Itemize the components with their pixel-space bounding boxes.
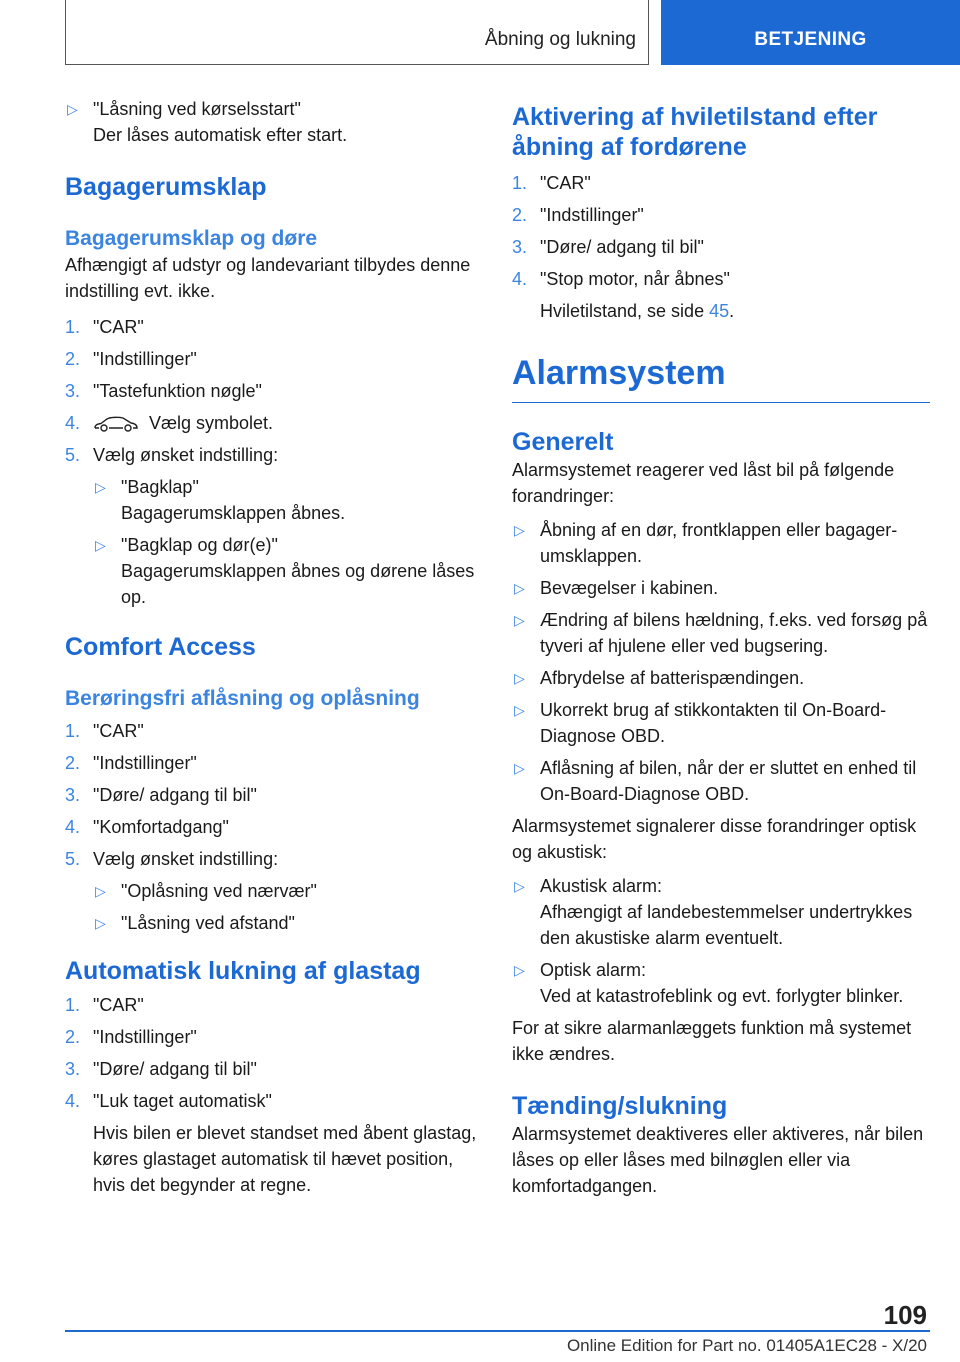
step-number: 1. [65,995,81,1015]
list-item [65,846,483,872]
list-item [512,517,930,569]
subsection-heading: Bagagerumsklap og døre [65,227,318,250]
option-label: "Bagklap" [121,477,199,497]
step-number: 1. [65,317,81,337]
step-text: "Komfortadgang" [93,817,229,837]
list-item [93,532,483,610]
subsection-heading: Berøringsfri aflåsning og oplåsning [65,687,420,710]
step-number: 2. [65,1027,81,1047]
step-text: "Indstillinger" [93,753,197,773]
option-label: "Låsning ved kørselsstart" [93,99,301,119]
roof-steps [65,992,483,1114]
list-item [65,1056,483,1082]
triangle-bullet-icon: ▷ [67,101,78,117]
list-item [65,1024,483,1050]
step-text: "Luk taget automatisk" [93,1091,272,1111]
standby-steps [512,170,930,292]
signal-desc: Ved at katastrofeblink og evt. forlygter blinker. [540,986,904,1006]
alarm-signals [512,873,930,1009]
list-item [65,782,483,808]
step-text: Vælg ønsket indstilling: [93,445,279,465]
step-text: "CAR" [93,721,144,741]
trigger-text: Bevægelser i kabinen. [540,578,719,598]
right-column [512,96,930,1199]
step-text: "Indstillinger" [93,1027,197,1047]
trigger-text: Aflåsning af bilen, når der er sluttet en enhed til On-Board-Diagnose OBD. [540,758,917,804]
list-item [65,718,483,744]
step-text: "Stop motor, når åbnes" [540,269,730,289]
list-item [512,755,930,807]
list-item [65,442,483,468]
step-number: 3. [512,237,528,257]
list-item [65,1088,483,1114]
section-heading: Automatisk lukning af glastag [65,957,421,985]
step-number: 4. [512,269,528,289]
step-number: 5. [65,445,81,465]
desc-text: . [729,301,735,321]
list-item [93,474,483,526]
page-header [0,0,960,65]
triangle-bullet-icon: ▷ [514,522,525,538]
list-item [512,957,930,1009]
step-text: Vælg ønsket indstilling: [93,849,279,869]
step-number: 1. [65,721,81,741]
step-number: 2. [65,349,81,369]
list-item [65,96,483,148]
step-number: 3. [65,381,81,401]
step-text: "Døre/ adgang til bil" [93,1059,257,1079]
section-heading: Aktivering af hviletilstand efter åbning af fordørene [512,103,878,161]
step-number: 3. [65,1059,81,1079]
page-number: 109 [883,1300,927,1330]
trigger-text: Ændring af bilens hældning, f.eks. ved forsøg på tyveri af hjulene eller ved bugsering. [540,610,928,656]
trigger-text: Åbning af en dør, frontklappen eller bagagerumsklappen. [540,520,898,566]
list-item [65,410,483,436]
paragraph: Alarmsystemet signalerer disse forandringer optisk og akustisk: [512,816,917,862]
trunk-options [65,474,483,610]
footer-divider [65,1330,930,1332]
option-desc: Der låses automatisk efter start. [93,125,348,145]
step-text: Vælg symbolet. [149,413,274,433]
step-number: 2. [65,753,81,773]
section-heading: Comfort Access [65,633,256,661]
section-heading: Bagagerumsklap [65,173,267,201]
option-label: "Oplåsning ved nærvær" [121,881,317,901]
step-number: 4. [65,413,81,433]
car-icon [93,415,139,433]
step-text: "CAR" [540,173,591,193]
chapter-tab [661,0,960,65]
roof-description: Hvis bilen er blevet standset med åbent glastag, køres glastaget automatisk til hævet position, hvis det begynder at regne. [93,1123,477,1195]
trunk-steps [65,314,483,468]
triangle-bullet-icon: ▷ [514,878,525,894]
option-label: "Bagklap og dør(e)" [121,535,278,555]
edition-note: Online Edition for Part no. 01405A1EC28 - X/20 [566,1336,927,1355]
section-header-box [65,0,649,65]
section-title: Åbning og lukning [484,29,636,50]
signal-label: Akustisk alarm: [540,876,663,896]
triangle-bullet-icon: ▷ [514,670,525,686]
list-item [93,878,483,904]
alarm-triggers [512,517,930,807]
list-item [65,378,483,404]
triangle-bullet-icon: ▷ [514,612,525,628]
step-text: "CAR" [93,317,144,337]
list-item [65,314,483,340]
triangle-bullet-icon: ▷ [95,479,106,495]
list-item [65,346,483,372]
signal-label: Optisk alarm: [540,960,647,980]
list-item [512,665,930,691]
step-text: "Tastefunktion nøgle" [93,381,262,401]
paragraph: Alarmsystemet deaktiveres eller aktiveres, når bilen låses op eller låses med bilnøglen eller via komfortadgangen. [512,1124,924,1196]
list-item [512,575,930,601]
list-item [512,607,930,659]
step-number: 4. [65,1091,81,1111]
signal-desc: Afhængigt af landebestemmelser undertrykkes den akustiske alarm eventuelt. [540,902,913,948]
step-number: 4. [65,817,81,837]
step-number: 1. [512,173,528,193]
list-item [65,992,483,1018]
option-desc: Bagagerumsklappen åbnes og dørene låses op. [121,561,475,607]
paragraph: For at sikre alarmanlæggets funktion må systemet ikke ændres. [512,1018,912,1064]
triangle-bullet-icon: ▷ [514,580,525,596]
step-number: 2. [512,205,528,225]
list-item [512,266,930,292]
list-item [512,873,930,951]
section-heading: Generelt [512,428,614,456]
list-item [65,750,483,776]
step-text: "Døre/ adgang til bil" [93,785,257,805]
list-item [512,697,930,749]
step-text: "Indstillinger" [93,349,197,369]
list-item [512,170,930,196]
trigger-text: Ukorrekt brug af stikkontakten til On-Board-Diagnose OBD. [540,700,887,746]
left-column [65,96,483,1204]
chapter-title: BETJENING [754,29,867,50]
comfort-options [65,878,483,936]
triangle-bullet-icon: ▷ [514,962,525,978]
triangle-bullet-icon: ▷ [95,537,106,553]
chapter-heading: Alarmsystem [512,352,930,403]
list-item [512,234,930,260]
trigger-text: Afbrydelse af batterispændingen. [540,668,805,688]
step-number: 3. [65,785,81,805]
step-text: "Indstillinger" [540,205,644,225]
list-item [65,814,483,840]
standby-description [512,298,930,324]
step-text: "CAR" [93,995,144,1015]
paragraph: Afhængigt af udstyr og landevariant tilbydes denne indstilling evt. ikke. [65,255,471,301]
section-heading: Tænding/slukning [512,1092,728,1120]
triangle-bullet-icon: ▷ [95,915,106,931]
desc-text: Hviletilstand, se side [540,301,710,321]
triangle-bullet-icon: ▷ [95,883,106,899]
list-item [512,202,930,228]
paragraph: Alarmsystemet reagerer ved låst bil på følgende forandringer: [512,460,895,506]
comfort-steps [65,718,483,872]
triangle-bullet-icon: ▷ [514,760,525,776]
triangle-bullet-icon: ▷ [514,702,525,718]
option-label: "Låsning ved afstand" [121,913,295,933]
step-number: 5. [65,849,81,869]
page-link[interactable]: 45 [709,301,730,321]
step-text: "Døre/ adgang til bil" [540,237,704,257]
list-item [93,910,483,936]
option-desc: Bagagerumsklappen åbnes. [121,503,346,523]
